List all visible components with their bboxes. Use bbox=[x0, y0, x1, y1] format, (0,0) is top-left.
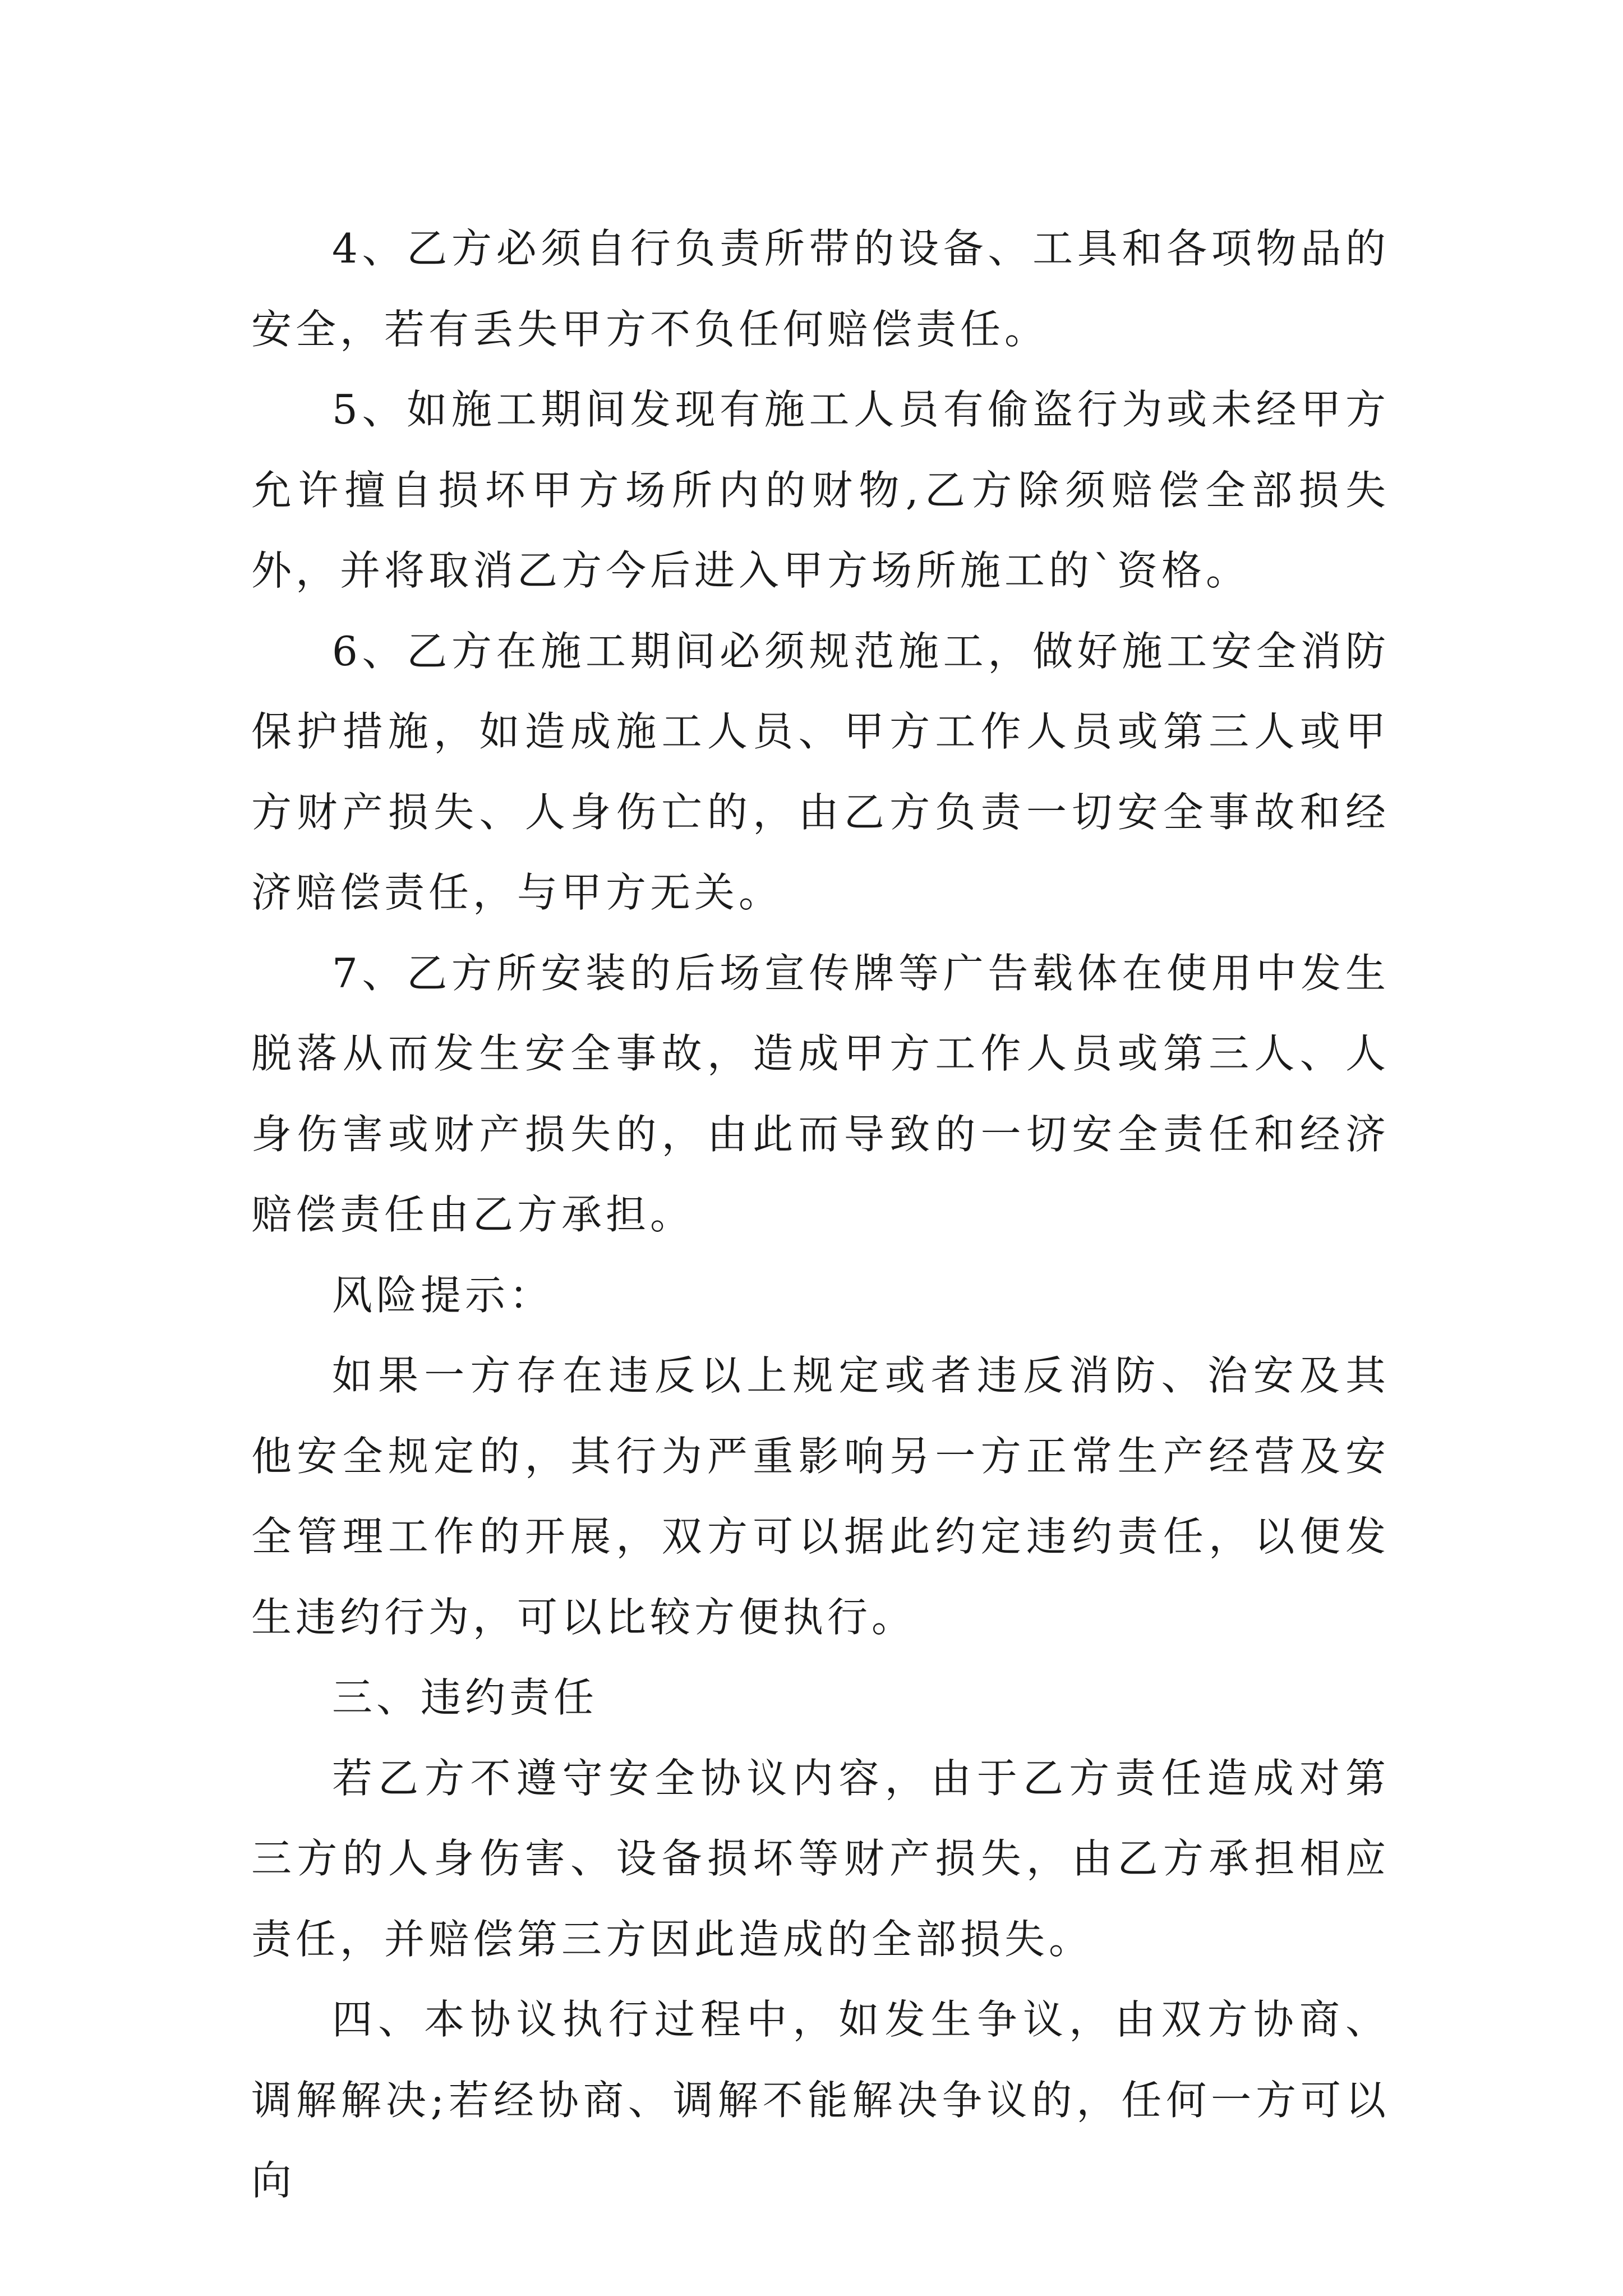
breach-liability-text: 若乙方不遵守安全协议内容，由于乙方责任造成对第三方的人身伤害、设备损坏等财产损失，由乙方承担相应责任，并赔偿第三方因此造成的全部损失。 bbox=[251, 1754, 1390, 1963]
document-body bbox=[251, 209, 1390, 2221]
clause-7: 7、乙方所安装的后场宣传牌等广告载体在使用中发生脱落从而发生安全事故，造成甲方工作人员或第三人、人身伤害或财产损失的，由此而导致的一切安全责任和经济赔偿责任由乙方承担。 bbox=[251, 949, 1390, 1238]
clause-4: 4、乙方必须自行负责所带的设备、工具和各项物品的安全，若有丢失甲方不负任何赔偿责任。 bbox=[251, 225, 1390, 353]
risk-notice-text: 如果一方存在违反以上规定或者违反消防、治安及其他安全规定的，其行为严重影响另一方正常生产经营及安全管理工作的开展，双方可以据此约定违约责任，以便发生违约行为，可以比较方便执行。 bbox=[251, 1352, 1390, 1641]
section-dispute-text: 四、本协议执行过程中，如发生争议，由双方协商、调解解决;若经协商、调解不能解决争议的，任何一方可以向 bbox=[251, 1996, 1390, 2204]
clause-5: 5、如施工期间发现有施工人员有偷盗行为或未经甲方允许擅自损坏甲方场所内的财物,乙方除须赔偿全部损失外，并将取消乙方今后进入甲方场所施工的`资格。 bbox=[251, 386, 1390, 594]
section-breach-heading: 三、违约责任 bbox=[332, 1674, 598, 1721]
clause-6: 6、乙方在施工期间必须规范施工，做好施工安全消防保护措施，如造成施工人员、甲方工作人员或第三人或甲方财产损失、人身伤亡的，由乙方负责一切安全事故和经济赔偿责任，与甲方无关。 bbox=[251, 627, 1390, 916]
risk-notice-heading: 风险提示： bbox=[332, 1271, 554, 1319]
